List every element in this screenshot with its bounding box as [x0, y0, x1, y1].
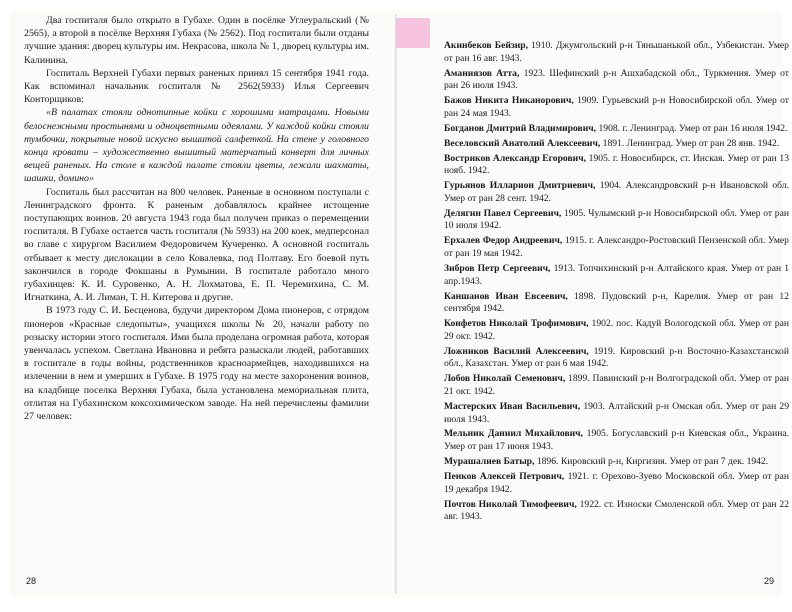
- list-item: [444, 68, 789, 93]
- quote-paragraph: «В палатах стояли однотипные койки с хорошими матрацами. Новыми белоснежными простынями и одноцветными одеялами. У каждой койки стояли тумбочки, покрытые новой искусно вышитой салфеткой. На стене у головного конца кровати – художественно вышитый матерчатый конверт для личных вещей раненых. На столе в каждой палате стояли цветы, лежали шахматы, шашки, домино»: [24, 107, 369, 185]
- entry-details: 1915. г. Александро-Ростовский Пензенской обл. Умер от ран 19 мая 1942.: [444, 235, 789, 260]
- list-item: [444, 95, 789, 120]
- page-number-left: 28: [26, 576, 37, 586]
- entry-details: 1899. Павинский р-н Волгоградской обл. Умер от ран 21 окт. 1942.: [444, 373, 789, 397]
- entry-details: 1905. Богуславский р-н Киевская обл., Украина. Умер от ран 17 июня 1943.: [444, 428, 790, 453]
- left-page: [10, 10, 396, 598]
- entry-name: Акинбеков Бейзир,: [444, 40, 528, 51]
- list-item: [444, 471, 789, 496]
- entry-name: Лобов Николай Семенович,: [444, 373, 566, 385]
- entry-name: Бажов Никита Никанорович,: [444, 95, 574, 107]
- entry-name: Веселовский Анатолий Алексеевич,: [444, 137, 601, 149]
- entry-name: Зибров Петр Сергеевич,: [444, 263, 551, 275]
- entry-details: 1903. Алтайский р-н Омская обл. Умер от ран 29 июля 1943.: [444, 400, 789, 425]
- paragraph-5: В 1973 году С. И. Бесценова, будучи директором Дома пионеров, с отрядом пионеров «Красные следопыты», учащихся школы № 20, начали работу по розыску истории этого госпиталя. Ими была проделана огромная работа, которая увенчалась успехом. Светлана Ивановна и ребята разыскали людей, работавших в госпитале в годы войны, родственников красноармейцев, находившихся на излечении в нем и умерших в Губахе. В 1975 году на месте захоронения воинов, на кладбище поселка Верхняя Губаха, была установлена мемориальная плита, отлитая на Губахинском коксохимическом заводе. На ней перечислены фамилии 27 человек:: [24, 305, 369, 423]
- entry-name: Мельник Даниил Михайлович,: [444, 428, 583, 440]
- list-item: [444, 138, 789, 151]
- list-item: [444, 40, 789, 65]
- list-item: [444, 263, 789, 288]
- entry-name: Аманиязов Атта,: [444, 67, 520, 79]
- left-page-text: [24, 14, 369, 423]
- list-item: [444, 346, 789, 371]
- paragraph-2: Госпиталь Верхней Губахи первых раненых принял 15 сентября 1941 года. Как вспоминал начальник госпиталя № 2562(5933) Илья Сергеевич Конторщиков:: [24, 67, 369, 106]
- entry-details: 1913. Топчихинский р-н Алтайского края. Умер от ран 1 апр.1943.: [444, 263, 789, 287]
- list-item: [444, 401, 789, 426]
- entry-details: 1904. Александровский р-н Ивановской обл. Умер от ран 28 сент. 1942.: [444, 180, 789, 204]
- entry-name: Ерхалев Федор Андреевич,: [444, 235, 563, 247]
- list-item: [444, 318, 789, 343]
- list-item: [444, 499, 789, 524]
- entry-name: Пенков Алексей Петрович,: [444, 471, 565, 483]
- list-item: [444, 153, 789, 178]
- entry-details: 1902. пос. Кадуй Вологодской обл. Умер от ран 29 окт. 1942.: [444, 318, 789, 342]
- list-item: [444, 180, 789, 205]
- entry-name: Гурьянов Илларион Дмитриевич,: [444, 180, 596, 192]
- casualty-list: [444, 40, 789, 526]
- entry-name: Конфетов Николай Трофимович,: [444, 318, 589, 330]
- entry-details: 1921. г. Орехово-Зуево Московской обл. Умер от ран 19 декабря 1942.: [444, 471, 789, 495]
- entry-details: 1905. Чулымский р-н Новосибирской обл. Умер от ран 10 июля 1942.: [444, 207, 789, 232]
- list-item: [444, 428, 789, 453]
- entry-name: Богданов Дмитрий Владимирович,: [444, 122, 597, 134]
- entry-name: Каншанов Иван Евсеевич,: [444, 290, 568, 302]
- entry-details: 1923. Шефинский р-н Ашхабадской обл., Туркмения. Умер от ран 26 июля 1943.: [444, 67, 789, 92]
- entry-name: Мастерских Иван Васильевич,: [444, 400, 581, 412]
- entry-details: 1919. Кировский р-н Восточно-Казахстанской обл., Казахстан. Умер от ран 6 мая 1942.: [444, 345, 789, 370]
- entry-details: 1891. Ленинград. Умер от ран 28 янв. 1942.: [602, 137, 780, 149]
- entry-name: Востриков Александр Егорович,: [444, 152, 587, 164]
- entry-name: Ложников Василий Алексеевич,: [444, 345, 589, 357]
- book-spread: [10, 10, 790, 598]
- paragraph-1: Два госпиталя было открыто в Губахе. Один в посёлке Углеуральский (№ 2565), а второй в посёлке Верхняя Губаха (№ 2562). Под госпитали были отданы лучшие здания: дворец культуры им. Некрасова, школа № 1, дворец культуры им. Калинина.: [24, 15, 369, 66]
- entry-name: Почтов Николай Тимофеевич,: [444, 498, 577, 510]
- paragraph-4: Госпиталь был рассчитан на 800 человек. Раненые в основном поступали с Ленинградского фронта. К раненым добавлялось крайнее истощение поступающих воинов. 20 августа 1943 года был получен приказ о перемещении госпиталя. В Губахе остается часть госпиталя (№ 5933) на 200 коек, медперсонал во главе с хирургом Василием Федоровичем Кучеренко. А основной госпиталь отбывает к месту дислокации в село Ковалевка, под Полтаву. Его боевой путь закончился в городе Фокшаны в Румынии. В госпитале работало много губахинцев: К. И. Суровенко, А. Н. Лохматова, Е. П. Черемихина, С. М. Игнаткина, А. И. Лиман, Т. Н. Китерова и другие.: [24, 186, 369, 304]
- list-item: [444, 208, 789, 233]
- entry-name: Делягин Павел Сергеевич,: [444, 207, 562, 219]
- list-item: [444, 123, 789, 136]
- list-item: [444, 373, 789, 398]
- entry-name: Мурашалиев Батыр,: [444, 456, 535, 468]
- page-number-right: 29: [763, 576, 774, 586]
- entry-details: 1898. Пудовский р-н, Карелия. Умер от ран 12 сентября 1942.: [444, 290, 789, 315]
- list-item: [444, 291, 789, 316]
- entry-details: 1922. ст. Износки Смоленской обл. Умер от ран 22 авг. 1943.: [444, 498, 789, 523]
- list-item: [444, 235, 789, 260]
- list-item: [444, 456, 789, 469]
- entry-details: 1910. Джумгольский р-н Тяньшанькой обл., Узбекистан. Умер от ран 16 авг. 1943.: [444, 40, 789, 64]
- entry-details: 1908. г. Ленинград. Умер от ран 16 июля 1942.: [598, 122, 788, 134]
- entry-details: 1896. Кировский р-н, Киргизия. Умер от ран 7 дек. 1942.: [536, 456, 769, 468]
- entry-details: 1909. Гурьевский р-н Новосибирской обл. Умер от ран 24 мая 1943.: [444, 95, 789, 119]
- entry-details: 1905. г. Новосибирск, ст. Инская. Умер от ран 13 нояб. 1942.: [444, 152, 789, 177]
